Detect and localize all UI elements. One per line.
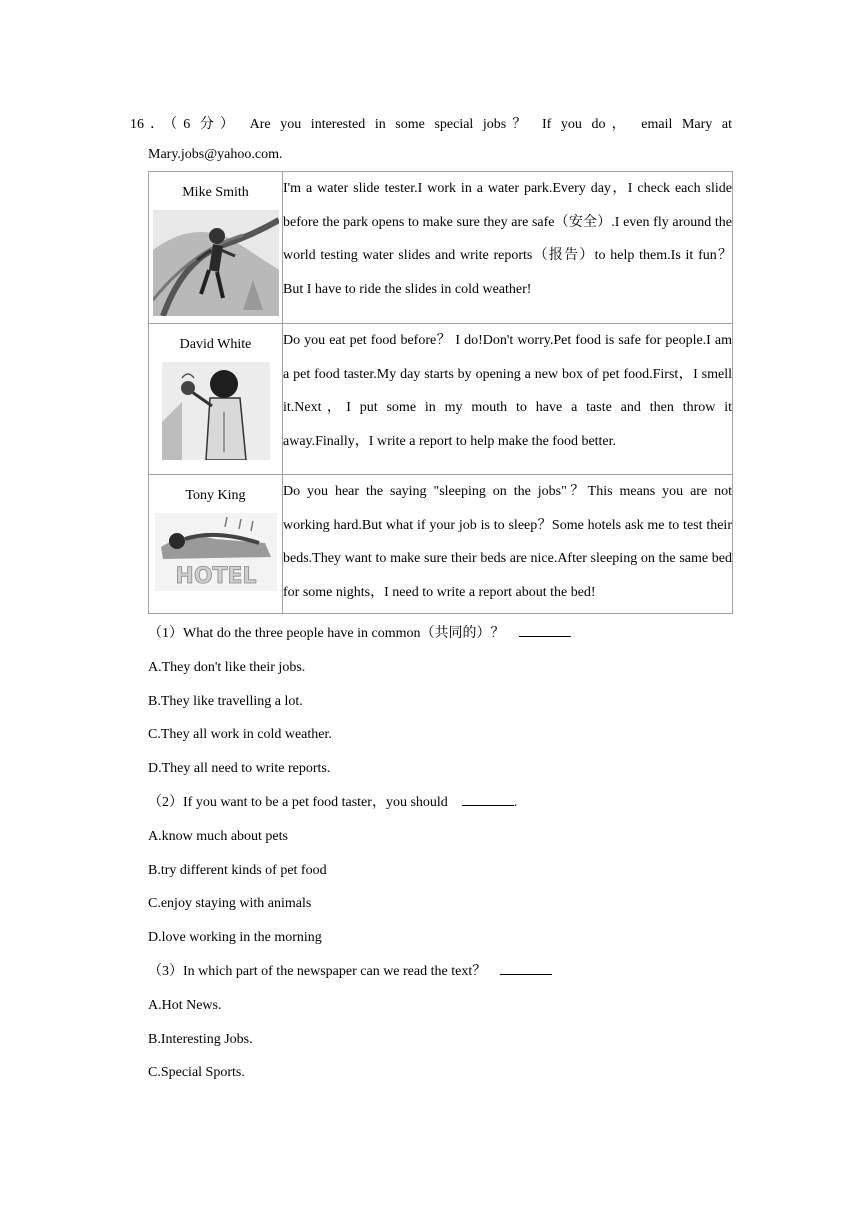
question-stem: （1）What do the three people have in common（共同的）？ [148,617,748,651]
person-description: I'm a water slide tester.I work in a water park.Every day，I check each slide before the park opens to make sure they are safe（安全）.I even fly around the world testing water slides and write reports（报告）to help them.Is it fun？But I have to ride the slides in cold weather! [283,172,733,324]
pet-food-taster-picture [162,362,270,460]
person-cell-david [149,324,283,475]
table-row [149,172,733,324]
answer-blank[interactable] [462,791,514,806]
person-name: David White [179,337,252,352]
option: A.Hot News. [148,997,222,1013]
table-row [149,324,733,475]
person-description: Do you eat pet food before？ I do!Don't worry.Pet food is safe for people.I am a pet food taster.My day starts by opening a new box of pet food.First，I smell it.Next，I put some in my mouth to have a taste and then throw it away.Finally，I write a report to help make the food better. [283,324,733,475]
hotel-bed-picture [155,513,277,591]
question-header-email: Mary.jobs@yahoo.com. [148,147,283,162]
table-row [149,475,733,614]
person-name: Tony King [185,488,246,503]
option: A.They don't like their jobs. [148,659,306,675]
answer-blank[interactable] [500,960,552,975]
person-cell-mike [149,172,283,324]
option: C.They all work in cold weather. [148,727,332,743]
jobs-table [148,171,733,614]
person-name: Mike Smith [182,185,249,200]
questions-list [148,617,748,1090]
option: B.Interesting Jobs. [148,1031,253,1047]
option: D.love working in the morning [148,930,322,946]
person-cell-tony [149,475,283,614]
hotel-sign-text: HOTEL [174,564,257,589]
person-description: Do you hear the saying "sleeping on the jobs"？This means you are not working hard.But what if your job is to sleep？Some hotels ask me to test their beds.They want to make sure their beds are nice.After sleeping on the same bed for some nights，I need to write a report about the bed! [283,475,733,614]
option: B.They like travelling a lot. [148,693,303,709]
option: C.Special Sports. [148,1065,245,1081]
option: B.try different kinds of pet food [148,862,327,878]
water-slide-picture [153,210,279,316]
option: C.enjoy staying with animals [148,896,312,912]
option: D.They all need to write reports. [148,761,331,777]
question-header: 16．（6 分） Are you interested in some special jobs？ If you do， email Mary at [130,117,732,132]
question-stem: （3）In which part of the newspaper can we read the text？ [148,955,748,989]
question-stem: （2）If you want to be a pet food taster，you should . [148,786,748,820]
option: A.know much about pets [148,828,288,844]
answer-blank[interactable] [519,622,571,637]
